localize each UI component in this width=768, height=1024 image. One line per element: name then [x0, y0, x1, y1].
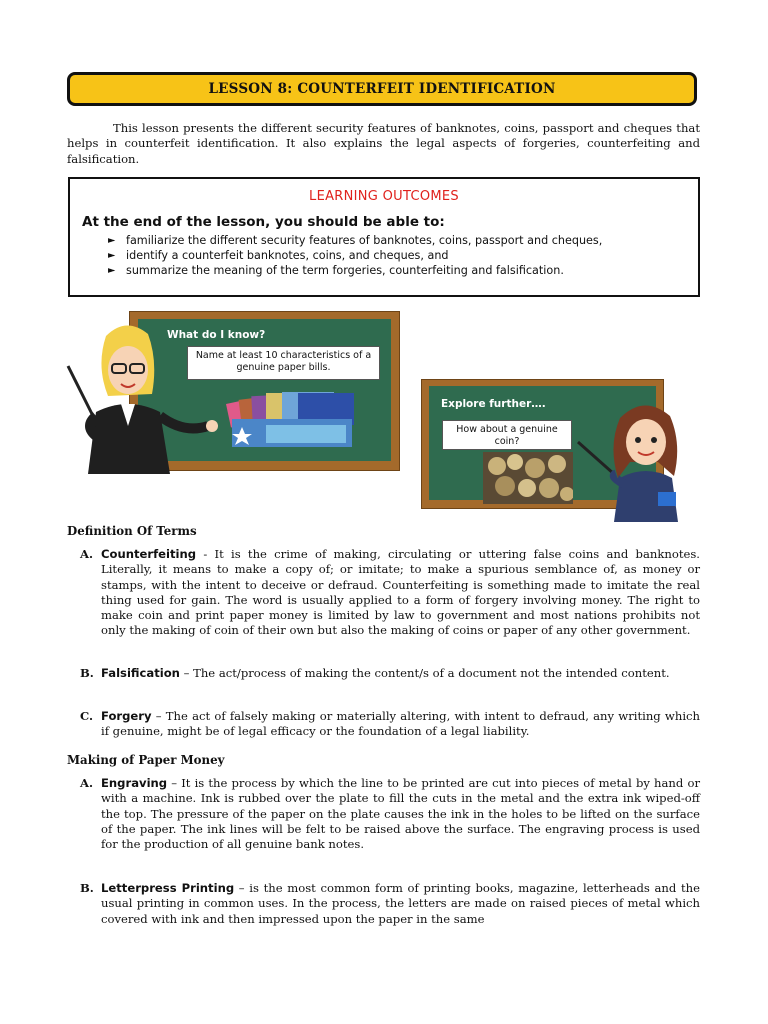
definition-term: Falsification: [101, 666, 180, 680]
paper-money-item-engraving: [80, 776, 700, 852]
learning-outcomes-heading: LEARNING OUTCOMES: [309, 189, 459, 204]
right-board-note: How about a genuine coin?: [442, 420, 572, 450]
item-marker: C.: [80, 709, 94, 723]
left-board-note: Name at least 10 characteristics of a genuine paper bills.: [187, 346, 380, 380]
definition-item-forgery: [80, 709, 700, 740]
paper-money-text: – is the most common form of printing books, magazine, letterheads and the usual printing in common uses. In the process, the letters are made on raised pieces of metal which covered with ink and then impressed upon the paper in the same: [101, 881, 700, 926]
paper-money-text: – It is the process by which the line to be printed are cut into pieces of metal by hand or with a machine. Ink is rubbed over the plate to fill the cuts in the metal and the extra ink wiped-off the top. The pressure of the paper on the plate causes the ink in the holes to be lifted on the surface of the paper. The ink lines will be felt to be raised above the surface. The engraving process is used for the production of all genuine bank notes.: [101, 776, 700, 852]
definition-term: Forgery: [101, 709, 152, 723]
item-marker: A.: [80, 776, 94, 790]
paper-money-term: Engraving: [101, 776, 168, 790]
definition-item-counterfeiting: [80, 547, 700, 639]
learning-outcomes-box: [68, 177, 700, 297]
definition-text: – The act/process of making the content/s of a document not the intended content.: [179, 666, 670, 680]
outcome-item: ► identify a counterfeit banknotes, coins, and cheques, and: [108, 248, 602, 263]
paper-money-item-letterpress: [80, 881, 700, 927]
definition-item-falsification: [80, 666, 700, 681]
outcome-item: ► summarize the meaning of the term forgeries, counterfeiting and falsification.: [108, 263, 602, 278]
definitions-heading: Definition Of Terms: [67, 524, 197, 538]
right-board-title: Explore further….: [441, 398, 546, 410]
left-board-title: What do I know?: [167, 329, 266, 341]
coins-image: [483, 452, 573, 504]
paper-money-heading: Making of Paper Money: [67, 753, 225, 767]
outcome-item: ► familiarize the different security features of banknotes, coins, passport and cheques,: [108, 233, 602, 248]
definition-text: – The act of falsely making or materially altering, with intent to defraud, any writing which if genuine, might be of legal efficacy or the foundation of a legal liability.: [101, 709, 700, 739]
female-teacher-right-illustration: [574, 398, 702, 522]
definition-term: Counterfeiting: [101, 547, 197, 561]
female-teacher-left-illustration: [66, 316, 236, 474]
intro-paragraph: This lesson presents the different security features of banknotes, coins, passport and cheques that helps in counterfeit identification. It also explains the legal aspects of forgeries, counterfeiting and falsification.: [67, 121, 700, 166]
definition-text: - It is the crime of making, circulating or uttering false coins and banknotes. Literally, it means to make a copy of; or imitate; to make a spurious semblance of, as money or stamps, with the intent to deceive or defraud. Counterfeiting is something made to imitate the real thing used for gain. The word is usually applied to a form of forgery involving money. The right to make coin and print paper money is limited by law to government and most nations prohibits not only the making of coin of their own but also the making of coins or paper of any other government.: [101, 547, 700, 638]
learning-outcomes-list: [108, 233, 602, 279]
item-marker: B.: [80, 881, 94, 895]
lesson-title: LESSON 8: COUNTERFEIT IDENTIFICATION: [67, 72, 697, 106]
item-marker: B.: [80, 666, 94, 680]
banknotes-image: [226, 385, 360, 449]
paper-money-term: Letterpress Printing: [101, 881, 235, 895]
learning-outcomes-intro: At the end of the lesson, you should be able to:: [82, 214, 445, 230]
item-marker: A.: [80, 547, 94, 561]
